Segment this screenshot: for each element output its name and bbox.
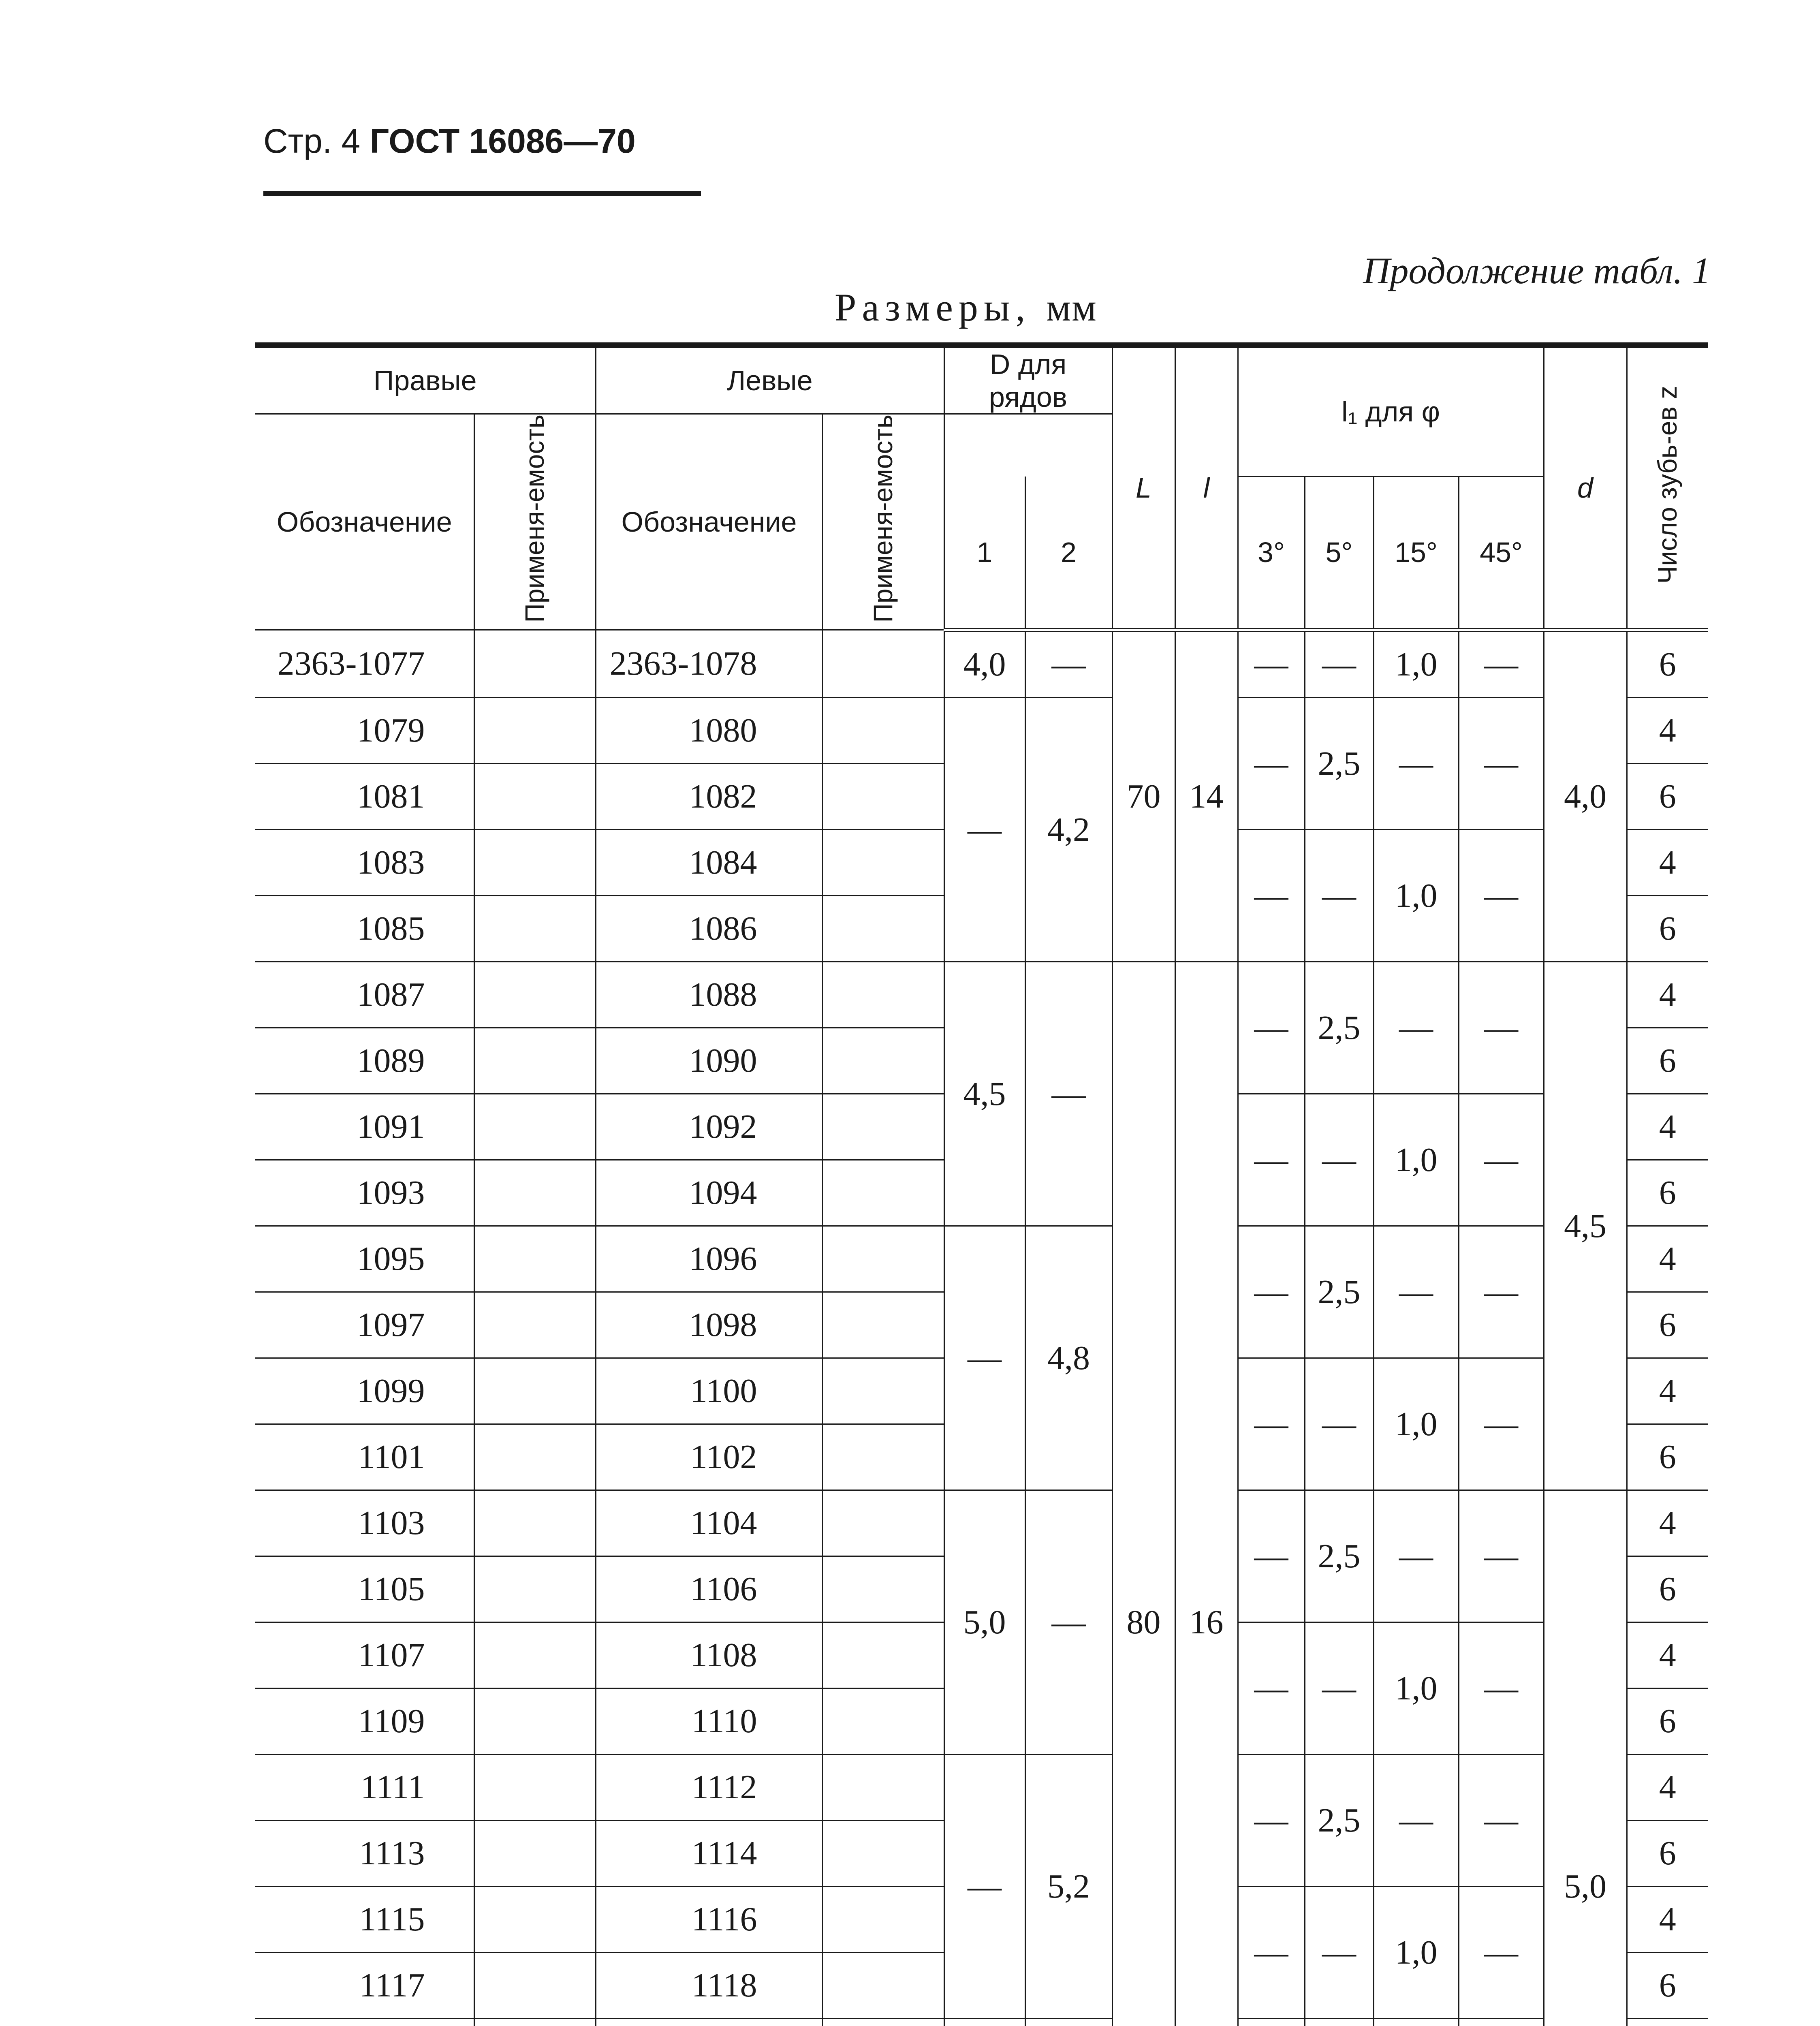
l1-a3-value: —: [1238, 1094, 1305, 1226]
left-designation: 1110: [596, 1688, 822, 1754]
standard-number: ГОСТ 16086—70: [370, 122, 636, 160]
right-designation: 1111: [255, 1754, 474, 1820]
diameter-d-header: d: [1544, 345, 1627, 630]
l1-a3-value: [1238, 2018, 1305, 2026]
l1-a5-value: —: [1305, 1886, 1374, 2018]
left-designation: 1114: [596, 1820, 822, 1886]
right-designation: 1113: [255, 1820, 474, 1886]
right-applicability: [474, 1226, 596, 1292]
left-designation: 1082: [596, 763, 822, 829]
units-caption-word: Размеры,: [835, 286, 1031, 329]
left-designation: 1088: [596, 962, 822, 1028]
right-applicability: [474, 1094, 596, 1160]
d-row1-value: —: [944, 1754, 1025, 2018]
page-label: Стр. 4: [263, 122, 361, 160]
l1-a15-value: —: [1374, 962, 1459, 1094]
right-designation: 1087: [255, 962, 474, 1028]
left-applicability: [822, 829, 944, 895]
l1-a3-value: —: [1238, 1754, 1305, 1886]
right-designation: 1109: [255, 1688, 474, 1754]
table-row: [255, 697, 1708, 763]
d-row2-value: —: [1025, 630, 1112, 698]
l1-a3-value: —: [1238, 1886, 1305, 2018]
left-applicability: [822, 1556, 944, 1622]
right-designation: 2363-1077: [255, 630, 474, 698]
l1-a15-value: 1,0: [1374, 1358, 1459, 1490]
right-applicability: [474, 1556, 596, 1622]
left-designation: 1100: [596, 1358, 822, 1424]
l1-a15-value: 1,0: [1374, 829, 1459, 962]
teeth-count-value: [1627, 2018, 1708, 2026]
l1-a5-value: 2,5: [1305, 697, 1374, 829]
l1-a3-value: —: [1238, 1622, 1305, 1754]
l1-a5-value: 2,5: [1305, 962, 1374, 1094]
right-designation: 1091: [255, 1094, 474, 1160]
l1-a45-value: —: [1459, 1490, 1544, 1622]
left-applicability: [822, 1688, 944, 1754]
d-row2-header: 2: [1025, 477, 1112, 630]
left-designation: 1112: [596, 1754, 822, 1820]
length-L-value: 70: [1112, 630, 1175, 962]
units-caption-unit: мм: [1046, 286, 1097, 329]
l1-a15-value: —: [1374, 1754, 1459, 1886]
l1-a45-value: —: [1459, 829, 1544, 962]
teeth-count-value: 6: [1627, 1556, 1708, 1622]
left-designation-header: Обозначение: [596, 414, 822, 630]
right-designation: 1081: [255, 763, 474, 829]
right-designation: 1085: [255, 895, 474, 962]
angle-45-header: 45°: [1459, 477, 1544, 630]
left-designation: 1116: [596, 1886, 822, 1952]
left-group-header: Левые: [596, 345, 944, 414]
d-rows-group-header: D для рядов: [944, 345, 1112, 414]
right-applicability: [474, 2018, 596, 2026]
teeth-count-value: 4: [1627, 1490, 1708, 1556]
right-applicability: [474, 1028, 596, 1094]
header-rule: [263, 191, 701, 196]
teeth-count-value: 4: [1627, 962, 1708, 1028]
d-rows-spacer: [944, 414, 1112, 477]
teeth-count-value: 6: [1627, 1292, 1708, 1358]
d-row2-value: —: [1025, 962, 1112, 1226]
left-designation: 1118: [596, 1952, 822, 2018]
left-applicability: [822, 630, 944, 698]
table-row: [255, 630, 1708, 698]
right-designation: 1093: [255, 1160, 474, 1226]
teeth-count-value: 4: [1627, 697, 1708, 763]
right-designation: [255, 2018, 474, 2026]
d-row2-value: 5,2: [1025, 1754, 1112, 2018]
left-applicability: [822, 895, 944, 962]
angle-3-header: 3°: [1238, 477, 1305, 630]
right-designation: 1079: [255, 697, 474, 763]
right-designation: 1115: [255, 1886, 474, 1952]
table-body: [255, 630, 1708, 2026]
l1-a5-value: 2,5: [1305, 1754, 1374, 1886]
dimensions-table: [255, 342, 1708, 2026]
left-applicability: [822, 1952, 944, 2018]
d-row1-value: 4,0: [944, 630, 1025, 698]
l1-a45-value: —: [1459, 1622, 1544, 1754]
teeth-count-value: 4: [1627, 1094, 1708, 1160]
teeth-count-value: 6: [1627, 1820, 1708, 1886]
l1-a3-value: —: [1238, 829, 1305, 962]
right-designation: 1099: [255, 1358, 474, 1424]
right-applicability: [474, 630, 596, 698]
right-applicability: [474, 697, 596, 763]
l1-a15-value: 1,0: [1374, 1094, 1459, 1226]
teeth-count-value: 6: [1627, 895, 1708, 962]
l1-a45-value: —: [1459, 1226, 1544, 1358]
d-row2-value: —: [1025, 1490, 1112, 1754]
teeth-count-value: 4: [1627, 1886, 1708, 1952]
right-applicability: [474, 1754, 596, 1820]
left-designation: 1106: [596, 1556, 822, 1622]
left-designation: 1094: [596, 1160, 822, 1226]
units-caption: [835, 285, 1097, 330]
length-L-header: L: [1112, 345, 1175, 630]
l1-a15-value: [1374, 2018, 1459, 2026]
left-designation: [596, 2018, 822, 2026]
right-applicability: [474, 829, 596, 895]
right-designation: 1097: [255, 1292, 474, 1358]
teeth-count-value: 4: [1627, 1226, 1708, 1292]
right-designation: 1107: [255, 1622, 474, 1688]
l1-a15-value: 1,0: [1374, 1622, 1459, 1754]
left-applicability-header: Применя-емость: [822, 414, 944, 630]
l1-a5-value: —: [1305, 1358, 1374, 1490]
right-applicability: [474, 1490, 596, 1556]
right-applicability: [474, 1952, 596, 2018]
left-designation: 1108: [596, 1622, 822, 1688]
table-row: [255, 962, 1708, 1028]
left-designation: 1102: [596, 1424, 822, 1490]
table-continuation-note: Продолжение табл. 1: [1363, 250, 1711, 291]
l1-a3-value: —: [1238, 1490, 1305, 1622]
l1-a5-value: —: [1305, 1094, 1374, 1226]
d-row1-value: 5,0: [944, 1490, 1025, 1754]
teeth-count-value: 6: [1627, 1160, 1708, 1226]
left-applicability: [822, 1292, 944, 1358]
diameter-d-value: 4,0: [1544, 630, 1627, 962]
teeth-count-value: 6: [1627, 1952, 1708, 2018]
left-applicability: [822, 1424, 944, 1490]
left-applicability: [822, 1490, 944, 1556]
left-applicability: [822, 962, 944, 1028]
left-designation: 1084: [596, 829, 822, 895]
right-designation: 1083: [255, 829, 474, 895]
l1-a5-value: 2,5: [1305, 1226, 1374, 1358]
l1-a15-value: —: [1374, 1226, 1459, 1358]
diameter-d-value: 4,5: [1544, 962, 1627, 1490]
left-designation: 1086: [596, 895, 822, 962]
length-l-header: l: [1175, 345, 1238, 630]
d-row1-header: 1: [944, 477, 1025, 630]
left-applicability: [822, 1820, 944, 1886]
teeth-count-value: 4: [1627, 829, 1708, 895]
length-l-value: 16: [1175, 962, 1238, 2026]
d-row1-value: [944, 2018, 1025, 2026]
l1-a3-value: —: [1238, 962, 1305, 1094]
right-applicability: [474, 895, 596, 962]
l1-a45-value: —: [1459, 630, 1544, 698]
teeth-count-value: 4: [1627, 1754, 1708, 1820]
right-applicability: [474, 962, 596, 1028]
l1-a15-value: —: [1374, 697, 1459, 829]
right-applicability: [474, 1820, 596, 1886]
page-header: [263, 122, 636, 161]
left-designation: 1092: [596, 1094, 822, 1160]
left-applicability: [822, 2018, 944, 2026]
left-applicability: [822, 1622, 944, 1688]
right-designation: 1095: [255, 1226, 474, 1292]
right-group-header: Правые: [255, 345, 596, 414]
d-row2-value: 4,2: [1025, 697, 1112, 962]
l1-a45-value: —: [1459, 1754, 1544, 1886]
l1-a45-value: —: [1459, 1358, 1544, 1490]
l1-a15-value: 1,0: [1374, 630, 1459, 698]
table-row: [255, 1490, 1708, 1556]
left-designation: 1080: [596, 697, 822, 763]
teeth-count-value: 6: [1627, 1688, 1708, 1754]
left-applicability: [822, 1358, 944, 1424]
length-L-value: 80: [1112, 962, 1175, 2026]
left-designation: 1096: [596, 1226, 822, 1292]
left-designation: 2363-1078: [596, 630, 822, 698]
table-row: [255, 1226, 1708, 1292]
left-applicability: [822, 697, 944, 763]
l1-a45-value: —: [1459, 697, 1544, 829]
table-row: [255, 2018, 1708, 2026]
right-applicability: [474, 763, 596, 829]
l1-a45-value: [1459, 2018, 1544, 2026]
l1-a3-value: —: [1238, 697, 1305, 829]
l1-a15-value: —: [1374, 1490, 1459, 1622]
left-applicability: [822, 1886, 944, 1952]
diameter-d-value: 5,0: [1544, 1490, 1627, 2026]
l1-a5-value: 2,5: [1305, 1490, 1374, 1622]
l1-a5-value: —: [1305, 630, 1374, 698]
l1-a45-value: —: [1459, 962, 1544, 1094]
l1-a3-value: —: [1238, 630, 1305, 698]
teeth-count-value: 4: [1627, 1358, 1708, 1424]
right-designation: 1101: [255, 1424, 474, 1490]
l1-a5-value: —: [1305, 1622, 1374, 1754]
right-applicability: [474, 1622, 596, 1688]
teeth-count-value: 6: [1627, 1424, 1708, 1490]
left-applicability: [822, 763, 944, 829]
angle-15-header: 15°: [1374, 477, 1459, 630]
left-designation: 1090: [596, 1028, 822, 1094]
left-designation: 1104: [596, 1490, 822, 1556]
length-l-value: 14: [1175, 630, 1238, 962]
d-row1-value: —: [944, 697, 1025, 962]
d-row2-value: 4,8: [1025, 1226, 1112, 1490]
right-applicability: [474, 1886, 596, 1952]
left-applicability: [822, 1160, 944, 1226]
d-row1-value: —: [944, 1226, 1025, 1490]
left-designation: 1098: [596, 1292, 822, 1358]
teeth-count-value: 4: [1627, 1622, 1708, 1688]
right-applicability: [474, 1688, 596, 1754]
right-applicability: [474, 1424, 596, 1490]
angle-5-header: 5°: [1305, 477, 1374, 630]
right-applicability: [474, 1160, 596, 1226]
l1-a3-value: —: [1238, 1226, 1305, 1358]
right-designation: 1105: [255, 1556, 474, 1622]
d-row2-value: [1025, 2018, 1112, 2026]
d-row1-value: 4,5: [944, 962, 1025, 1226]
l1-a5-value: —: [1305, 829, 1374, 962]
teeth-count-value: 6: [1627, 763, 1708, 829]
right-designation: 1089: [255, 1028, 474, 1094]
l1-a45-value: —: [1459, 1886, 1544, 2018]
teeth-count-value: 6: [1627, 630, 1708, 698]
l1-a15-value: 1,0: [1374, 1886, 1459, 2018]
left-applicability: [822, 1028, 944, 1094]
l1-a45-value: —: [1459, 1094, 1544, 1226]
l1-a5-value: [1305, 2018, 1374, 2026]
left-applicability: [822, 1226, 944, 1292]
right-designation-header: Обозначение: [255, 414, 474, 630]
right-designation: 1103: [255, 1490, 474, 1556]
l1-a3-value: —: [1238, 1358, 1305, 1490]
l1-angle-group-header: l₁ для φ: [1238, 345, 1544, 477]
right-applicability: [474, 1292, 596, 1358]
teeth-count-header: Число зубь-ев z: [1627, 345, 1708, 630]
teeth-count-value: 6: [1627, 1028, 1708, 1094]
right-designation: 1117: [255, 1952, 474, 2018]
right-applicability-header: Применя-емость: [474, 414, 596, 630]
table-row: [255, 1754, 1708, 1820]
left-applicability: [822, 1754, 944, 1820]
right-applicability: [474, 1358, 596, 1424]
left-applicability: [822, 1094, 944, 1160]
